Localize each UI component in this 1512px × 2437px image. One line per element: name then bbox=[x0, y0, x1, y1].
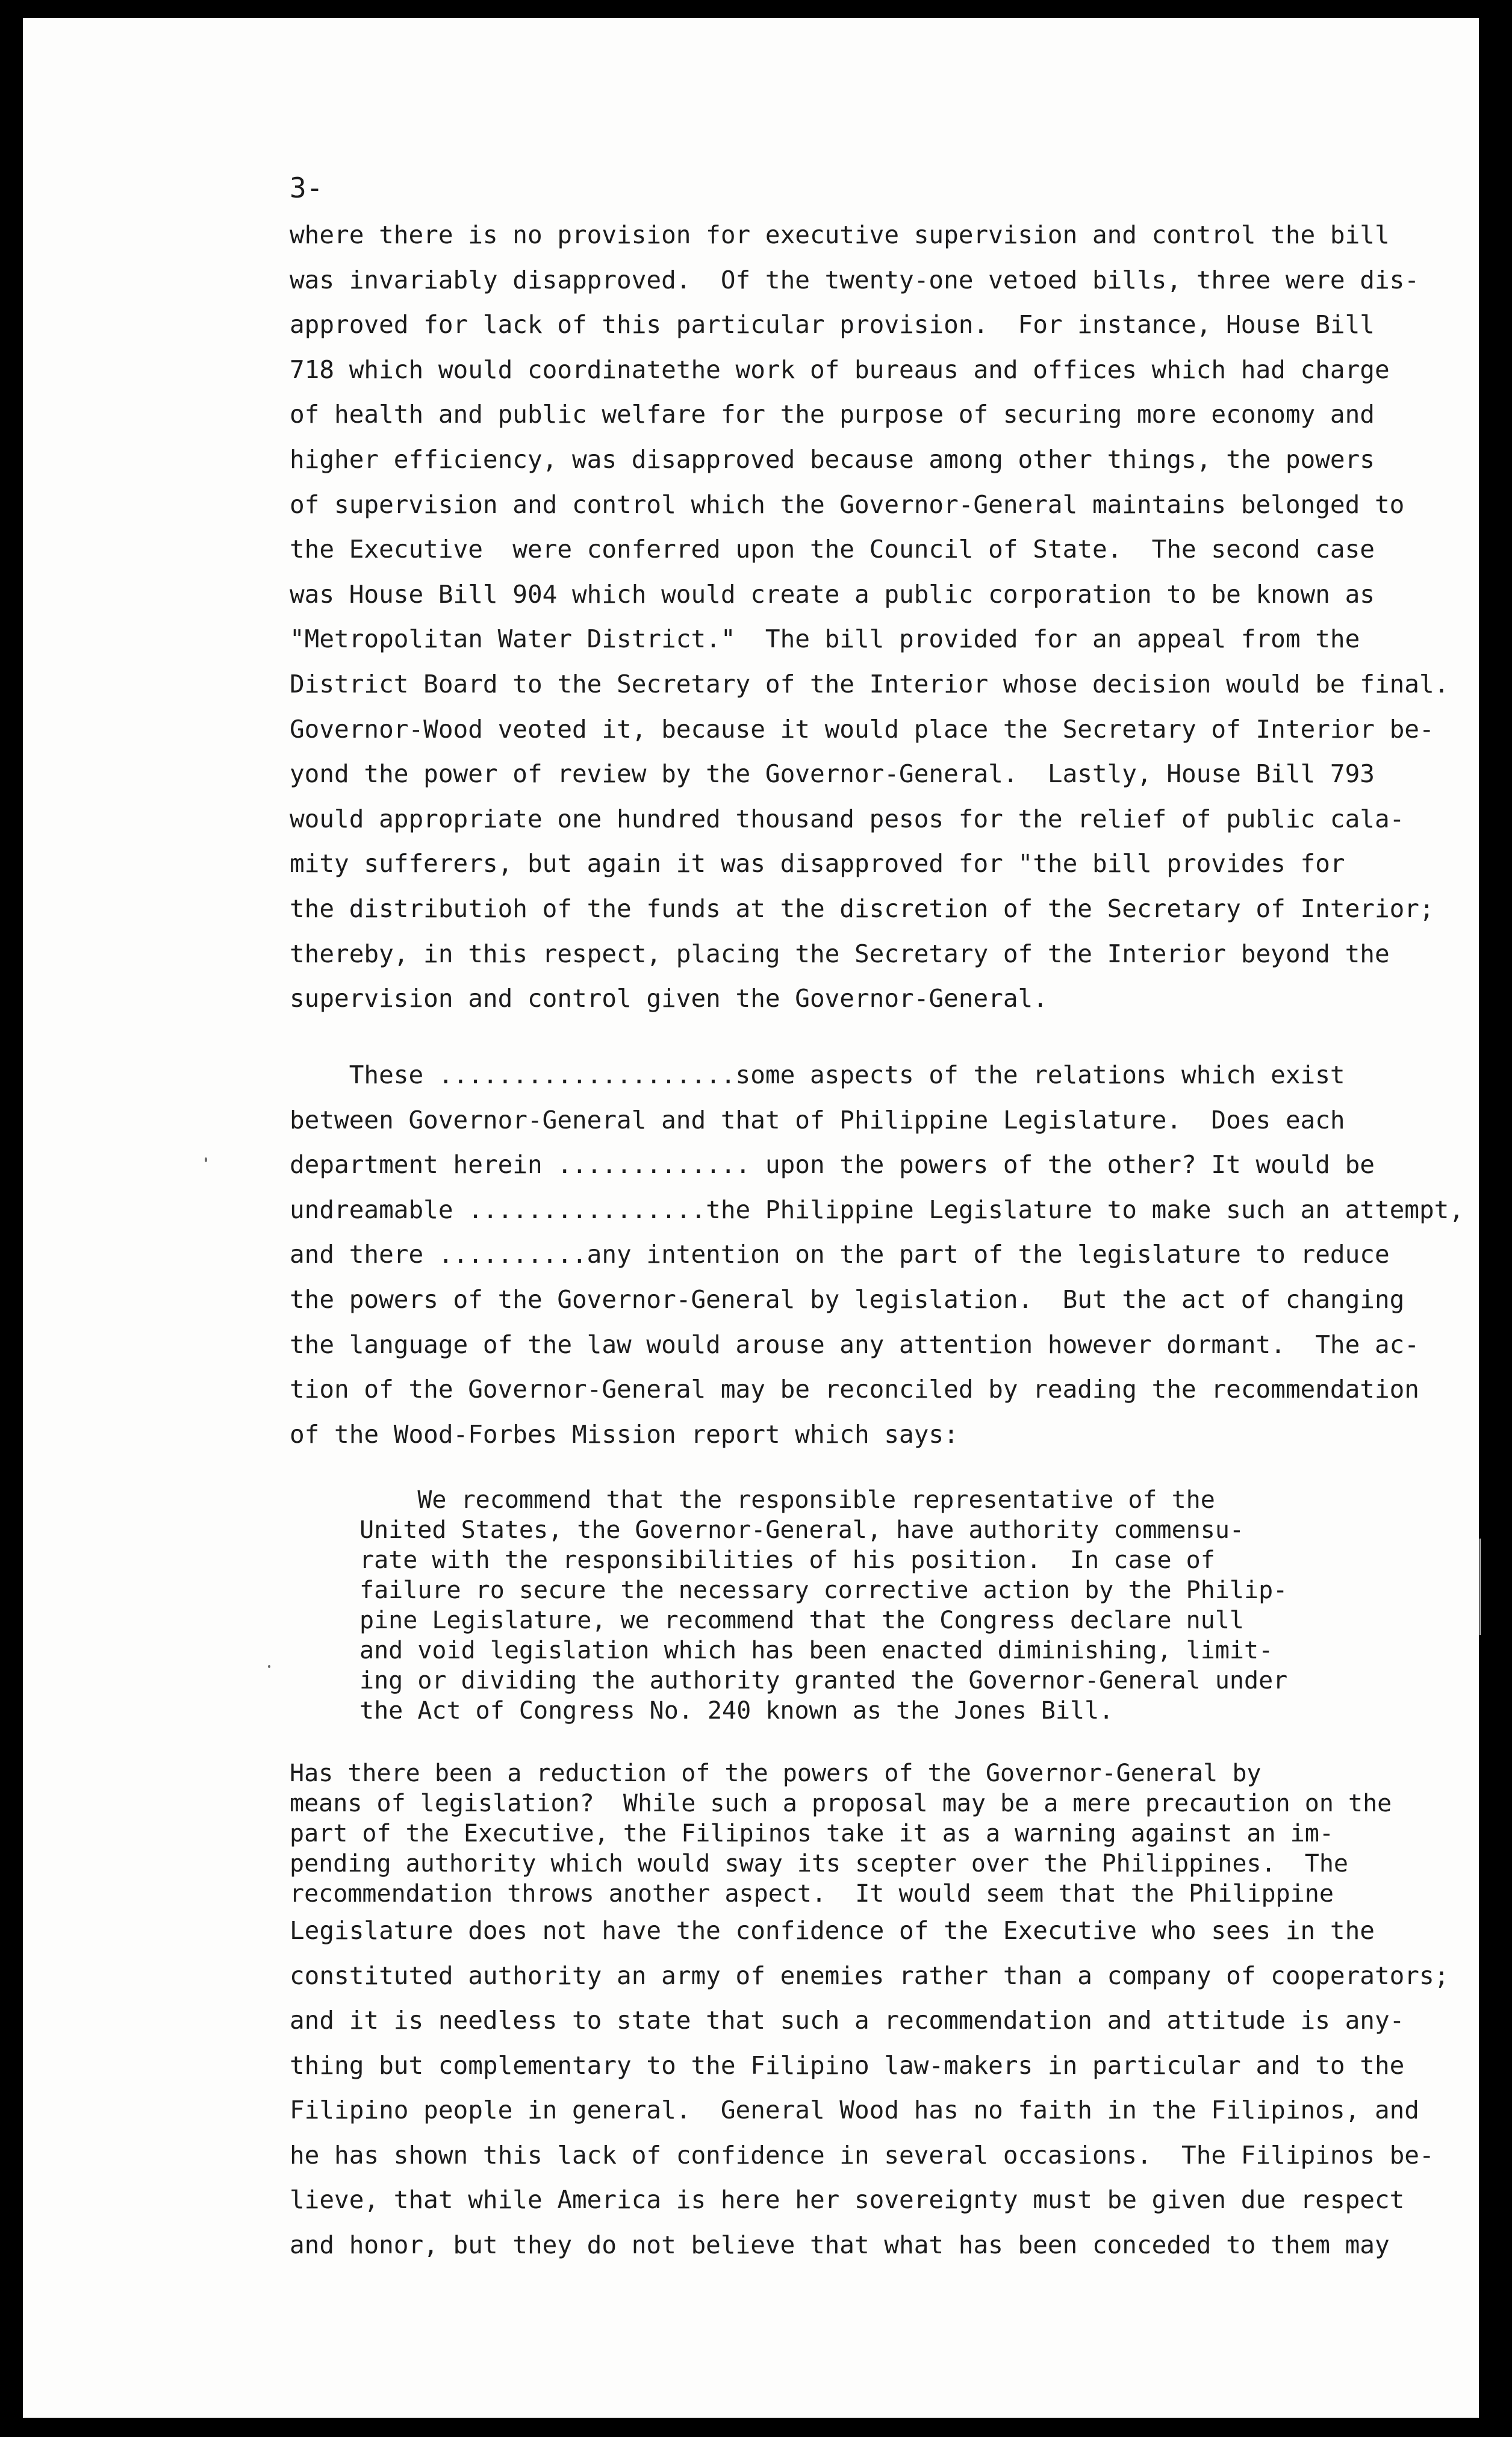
paragraph2-line: between Governor-General and that of Philippine Legislature. Does each bbox=[290, 1105, 1345, 1134]
paragraph2-line: department herein ............. upon the powers of the other? It would be bbox=[290, 1150, 1375, 1180]
paragraph1-line: higher efficiency, was disapproved because among other things, the powers bbox=[290, 445, 1375, 474]
paragraph3_tight-line: recommendation throws another aspect. It would seem that the Philippine bbox=[290, 1880, 1334, 1908]
scan-speck bbox=[268, 1665, 270, 1668]
paragraph2-line: the powers of the Governor-General by legislation. But the act of changing bbox=[290, 1285, 1405, 1314]
paragraph1-line: the Executive were conferred upon the Council of State. The second case bbox=[290, 535, 1375, 564]
paragraph2-line: the language of the law would arouse any attention however dormant. The ac- bbox=[290, 1330, 1419, 1359]
paragraph1-line: was House Bill 904 which would create a public corporation to be known as bbox=[290, 579, 1375, 609]
paragraph3-line: and honor, but they do not believe that what has been conceded to them may bbox=[290, 2230, 1390, 2259]
paragraph3-line: and it is needless to state that such a recommendation and attitude is any- bbox=[290, 2006, 1405, 2035]
paragraph3-line: constituted authority an army of enemies rather than a company of cooperators; bbox=[290, 1961, 1449, 1990]
paragraph3-line: lieve, that while America is here her sovereignty must be given due respect bbox=[290, 2185, 1405, 2214]
scan-speck bbox=[1479, 1539, 1481, 1635]
paragraph3_tight-line: part of the Executive, the Filipinos take it as a warning against an im- bbox=[290, 1820, 1334, 1847]
paragraph2-line: of the Wood-Forbes Mission report which says: bbox=[290, 1419, 959, 1449]
paragraph3_tight-line: means of legislation? While such a proposal may be a mere precaution on the bbox=[290, 1790, 1392, 1817]
paragraph1-line: was invariably disapproved. Of the twenty-one vetoed bills, three were dis- bbox=[290, 265, 1419, 294]
paragraph3-line: Filipino people in general. General Wood has no faith in the Filipinos, and bbox=[290, 2096, 1419, 2124]
paragraph3-line: thing but complementary to the Filipino law-makers in particular and to the bbox=[290, 2050, 1405, 2080]
paragraph1-line: supervision and control given the Governor-General. bbox=[290, 984, 1048, 1013]
quote-line: rate with the responsibilities of his position. In case of bbox=[359, 1546, 1215, 1574]
paragraph1-line: 718 which would coordinatethe work of bureaus and offices which had charge bbox=[290, 355, 1390, 384]
paragraph1-line: where there is no provision for executive supervision and control the bill bbox=[290, 220, 1390, 249]
scan-speck bbox=[205, 1157, 207, 1162]
paragraph1-line: District Board to the Secretary of the Interior whose decision would be final. bbox=[290, 670, 1449, 699]
paragraph1-line: mity sufferers, but again it was disapproved for "the bill provides for bbox=[290, 849, 1345, 879]
quote-line: failure ro secure the necessary corrective action by the Philip- bbox=[359, 1576, 1288, 1604]
quote-line: pine Legislature, we recommend that the Congress declare null bbox=[359, 1607, 1245, 1634]
paragraph3-line: he has shown this lack of confidence in several occasions. The Filipinos be- bbox=[290, 2140, 1434, 2170]
paragraph3-line: Legislature does not have the confidence of the Executive who sees in the bbox=[290, 1916, 1375, 1945]
paragraph1-line: Governor-Wood veoted it, because it would place the Secretary of Interior be- bbox=[290, 714, 1434, 744]
paragraph2-line: These ....................some aspects of the relations which exist bbox=[290, 1060, 1345, 1089]
paragraph1-line: would appropriate one hundred thousand pesos for the relief of public cala- bbox=[290, 804, 1405, 833]
paragraph3_tight-line: pending authority which would sway its scepter over the Philippines. The bbox=[290, 1850, 1348, 1878]
paragraph2-line: tion of the Governor-General may be reconciled by reading the recommendation bbox=[290, 1375, 1419, 1404]
quote-line: and void legislation which has been enacted diminishing, limit- bbox=[359, 1637, 1274, 1664]
quote-line: United States, the Governor-General, have authority commensu- bbox=[359, 1516, 1245, 1544]
paragraph2-line: and there ..........any intention on the part of the legislature to reduce bbox=[290, 1240, 1390, 1269]
paragraph3_tight-line: Has there been a reduction of the powers of the Governor-General by bbox=[290, 1760, 1262, 1787]
paragraph1-line: thereby, in this respect, placing the Secretary of the Interior beyond the bbox=[290, 939, 1390, 968]
page-number: 3- bbox=[290, 172, 323, 204]
document-page bbox=[23, 18, 1479, 2418]
paragraph1-line: of supervision and control which the Governor-General maintains belonged to bbox=[290, 490, 1405, 519]
quote-line: the Act of Congress No. 240 known as the Jones Bill. bbox=[359, 1697, 1114, 1725]
paragraph1-line: the distributioh of the funds at the discretion of the Secretary of Interior; bbox=[290, 894, 1434, 923]
paragraph1-line: "Metropolitan Water District." The bill provided for an appeal from the bbox=[290, 624, 1360, 654]
quote-line: We recommend that the responsible representative of the bbox=[359, 1486, 1215, 1514]
paragraph1-line: approved for lack of this particular provision. For instance, House Bill bbox=[290, 310, 1375, 340]
paragraph1-line: of health and public welfare for the purpose of securing more economy and bbox=[290, 400, 1375, 429]
quote-line: ing or dividing the authority granted the Governor-General under bbox=[359, 1667, 1288, 1695]
paragraph2-line: undreamable ................the Philippine Legislature to make such an attempt, bbox=[290, 1195, 1464, 1224]
paragraph1-line: yond the power of review by the Governor-General. Lastly, House Bill 793 bbox=[290, 759, 1375, 789]
